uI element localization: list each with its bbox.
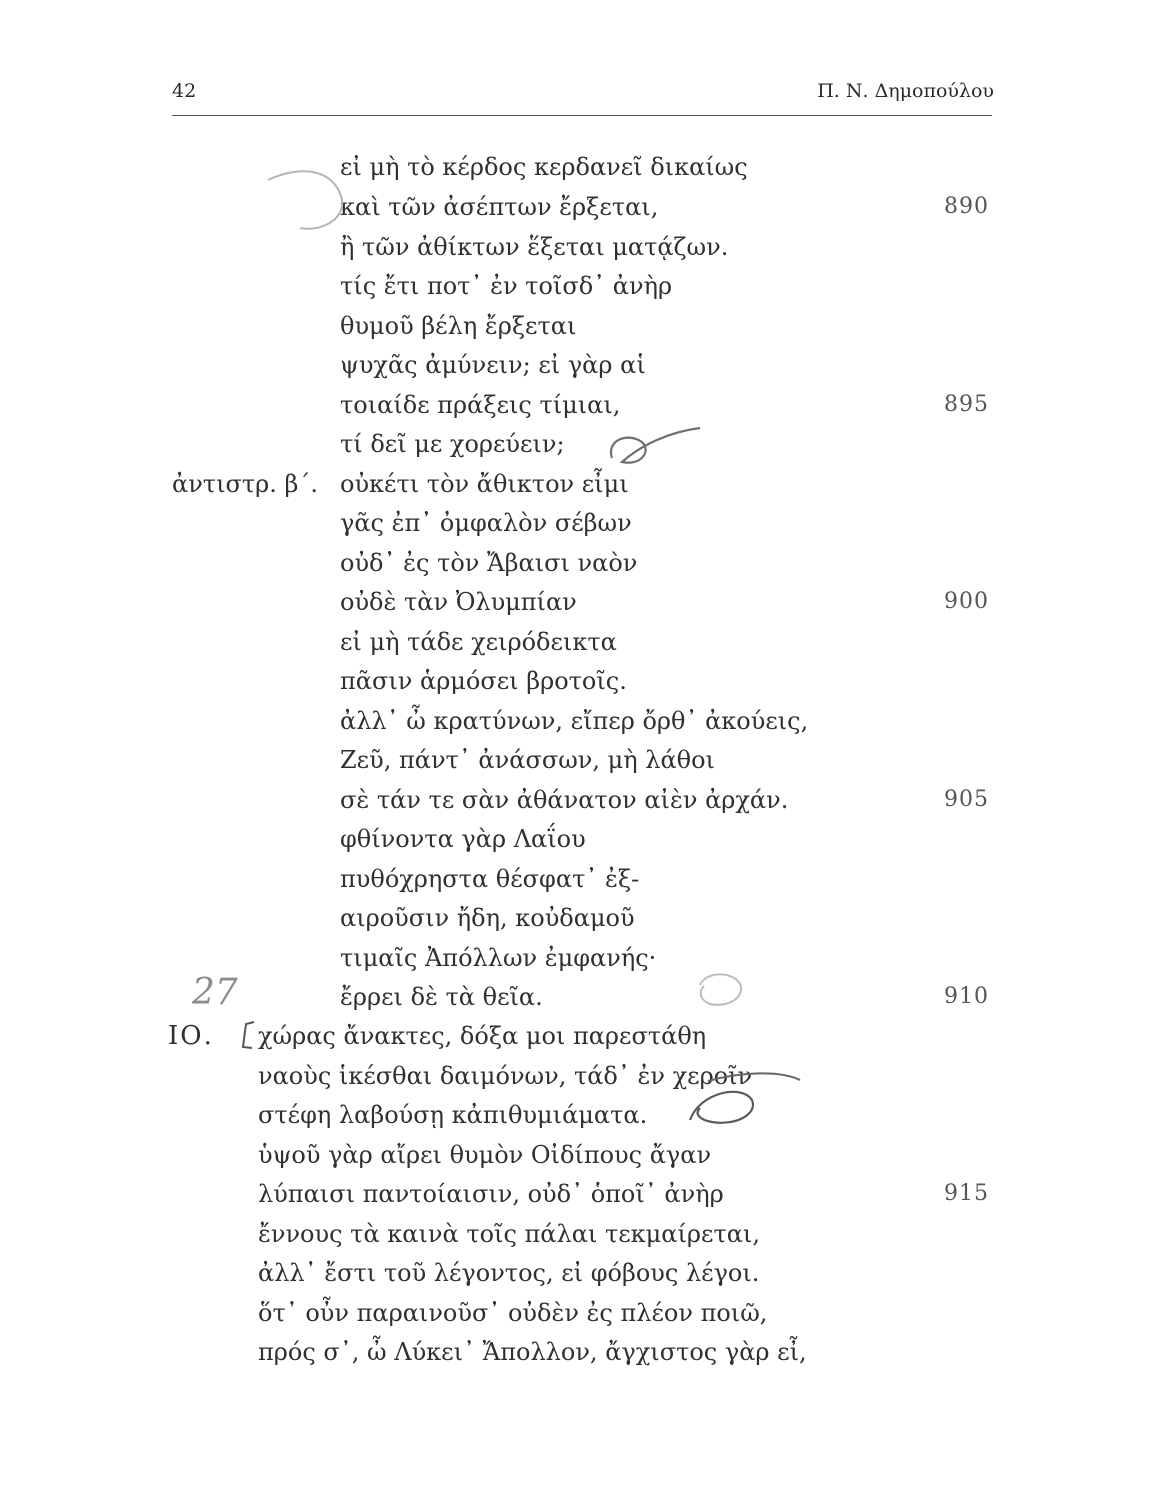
verse-line: ἔννους τὰ καινὰ τοῖς πάλαι τεκμαίρεται,: [258, 1220, 760, 1248]
pencil-swirl-mark: [611, 428, 700, 463]
line-number: 895: [944, 392, 989, 417]
page-header: [172, 80, 994, 110]
line-number: 910: [944, 984, 989, 1009]
verse-line: γᾶς ἐπ᾽ ὀμφαλὸν σέβων: [340, 509, 632, 537]
verse-line: οὐδὲ τὰν Ὀλυμπίαν: [340, 588, 577, 616]
pencil-loop-mark: [690, 1092, 753, 1123]
verse-line: λύπαισι παντοίαισιν, οὐδ᾽ ὁποῖ᾽ ἀνὴρ: [258, 1180, 724, 1208]
verse-line: ἢ τῶν ἀθίκτων ἕξεται ματᾴζων.: [340, 233, 729, 261]
verse-line: τί δεῖ με χορεύειν;: [340, 430, 565, 458]
strophe-label: ἀντιστρ. β΄.: [172, 470, 319, 498]
verse-line: ἀλλ᾽ ὦ κρατύνων, εἴπερ ὄρθ᾽ ἀκούεις,: [340, 707, 809, 735]
header-rule: [172, 115, 992, 116]
verse-line: θυμοῦ βέλη ἔρξεται: [340, 312, 577, 340]
pencil-oval-mark: [700, 974, 741, 1005]
verse-line: χώρας ἄνακτες, δόξα μοι παρεστάθη: [258, 1022, 707, 1050]
verse-line: πᾶσιν ἁρμόσει βροτοῖς.: [340, 667, 627, 695]
verse-line: αιροῦσιν ἤδη, κοὐδαμοῦ: [340, 904, 635, 932]
verse-line: ἀλλ᾽ ἔστι τοῦ λέγοντος, εἰ φόβους λέγοι.: [258, 1259, 760, 1287]
line-number: 890: [944, 194, 989, 219]
verse-line: εἰ μὴ τὸ κέρδος κερδανεῖ δικαίως: [340, 153, 748, 181]
line-number: 915: [944, 1181, 989, 1206]
page-number: 42: [172, 80, 197, 102]
verse-line: καὶ τῶν ἀσέπτων ἔρξεται,: [340, 193, 659, 221]
verse-line: ναοὺς ἱκέσθαι δαιμόνων, τάδ᾽ ἐν χεροῖν: [258, 1062, 753, 1090]
verse-line: πυθόχρηστα θέσφατ᾽ ἐξ-: [340, 865, 640, 893]
speaker-label: ΙΟ.: [168, 1021, 214, 1051]
running-head: Π. Ν. Δημοπούλου: [817, 80, 994, 102]
verse-line: ἔρρει δὲ τὰ θεῖα.: [340, 983, 543, 1011]
verse-line: Ζεῦ, πάντ᾽ ἀνάσσων, μὴ λάθοι: [340, 746, 715, 774]
line-number: 905: [944, 787, 989, 812]
verse-line: οὐδ᾽ ἐς τὸν Ἄβαισι ναὸν: [340, 549, 638, 577]
verse-line: σὲ τάν τε σὰν ἀθάνατον αἰὲν ἀρχάν.: [340, 786, 789, 814]
verse-line: τιμαῖς Ἀπόλλων ἐμφανής·: [340, 944, 657, 972]
verse-line: στέφη λαβούσῃ κἀπιθυμιάματα.: [258, 1101, 648, 1129]
verse-line: ψυχᾶς ἀμύνειν; εἰ γὰρ αἱ: [340, 351, 646, 379]
verse-line: ὑψοῦ γὰρ αἴρει θυμὸν Οἰδίπους ἄγαν: [258, 1141, 712, 1169]
verse-line: τοιαίδε πράξεις τίμιαι,: [340, 391, 621, 419]
pencil-bracket-mark: [243, 1022, 254, 1048]
verse-line: οὐκέτι τὸν ἄθικτον εἶμι: [340, 470, 629, 498]
verse-line: τίς ἔτι ποτ᾽ ἐν τοῖσδ᾽ ἀνὴρ: [340, 272, 673, 300]
pencil-arc-mark: [268, 171, 342, 228]
verse-line: εἰ μὴ τάδε χειρόδεικτα: [340, 628, 617, 656]
verse-line: φθίνοντα γὰρ Λαΐου: [340, 825, 586, 853]
line-number: 900: [944, 589, 989, 614]
handwritten-note: 27: [192, 972, 238, 1013]
verse-line: ὅτ᾽ οὖν παραινοῦσ᾽ οὐδὲν ἐς πλέον ποιῶ,: [258, 1299, 768, 1327]
verse-line: πρός σ᾽, ὦ Λύκει᾽ Ἄπολλον, ἄγχιστος γὰρ εἶ,: [258, 1338, 807, 1366]
